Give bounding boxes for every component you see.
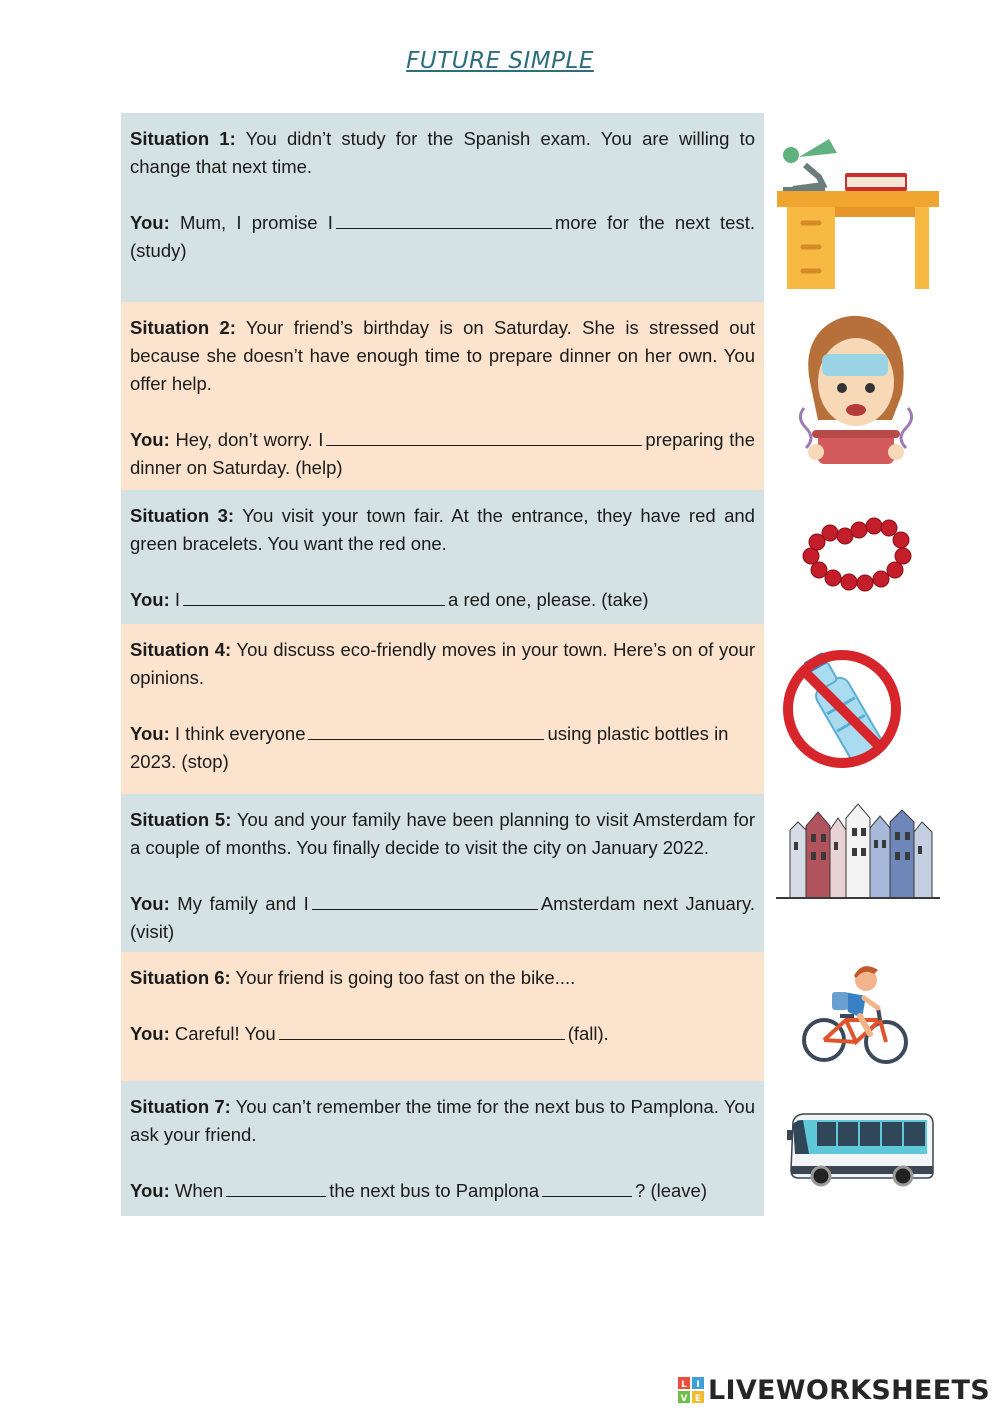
prompt-before: When — [174, 1180, 224, 1201]
situation-5 — [121, 794, 764, 952]
prompt-after: using plastic bottles in 2023. (stop) — [130, 723, 729, 772]
situation-text: You and your family have been planning to visit Amsterdam for a couple of months. You finally decide to visit the city on January 2022. — [130, 809, 755, 858]
situation-label: Situation 3: — [130, 505, 235, 526]
stressed-girl-icon — [796, 312, 916, 477]
you-label: You: — [130, 589, 170, 610]
boy-on-bike-icon — [800, 962, 910, 1068]
situation-7 — [121, 1081, 764, 1216]
situation-3 — [121, 490, 764, 624]
prompt-after: a red one, please. (take) — [448, 589, 649, 610]
svg-text:V: V — [680, 1394, 688, 1403]
prompt-after: Amsterdam next January. (visit) — [130, 893, 755, 942]
situation-label: Situation 4: — [130, 639, 232, 660]
prompt-after: ? (leave) — [635, 1180, 707, 1201]
desk-lamp-icon — [775, 125, 941, 291]
svg-text:I: I — [696, 1380, 700, 1390]
situation-6 — [121, 952, 764, 1081]
situation-label: Situation 2: — [130, 317, 236, 338]
prompt-before: Careful! You — [174, 1023, 276, 1044]
answer-blank[interactable] — [312, 892, 538, 910]
you-label: You: — [130, 1180, 170, 1201]
situation-text: You can’t remember the time for the next bus to Pamplona. You ask your friend. — [130, 1096, 755, 1145]
situation-label: Situation 1: — [130, 128, 236, 149]
situation-text: You visit your town fair. At the entrance, they have red and green bracelets. You want the red one. — [130, 505, 755, 554]
situation-text: Your friend is going too fast on the bike.... — [235, 967, 576, 988]
answer-blank[interactable] — [336, 211, 552, 229]
no-plastic-bottle-icon — [780, 645, 908, 773]
you-label: You: — [130, 723, 170, 744]
prompt-before: Mum, I promise I — [179, 212, 333, 233]
answer-blank-1[interactable] — [226, 1179, 326, 1197]
you-label: You: — [130, 429, 170, 450]
liveworksheets-brand — [678, 1375, 990, 1405]
prompt-before: My family and I — [177, 893, 309, 914]
prompt-before: I — [174, 589, 181, 610]
answer-blank[interactable] — [279, 1022, 565, 1040]
situation-1 — [121, 113, 764, 302]
prompt-before: Hey, don’t worry. I — [175, 429, 324, 450]
amsterdam-houses-icon — [776, 800, 940, 900]
prompt-after: (fall). — [567, 1023, 609, 1044]
prompt-before: I think everyone — [174, 723, 306, 744]
prompt-middle: the next bus to Pamplona — [329, 1180, 540, 1201]
prompt-after: preparing the dinner on Saturday. (help) — [130, 429, 755, 478]
answer-blank[interactable] — [183, 588, 445, 606]
page-title: FUTURE SIMPLE — [406, 48, 594, 74]
situation-text: Your friend’s birthday is on Saturday. She is stressed out because she doesn’t have enough time to prepare dinner on her own. You offer help. — [130, 317, 755, 394]
answer-blank[interactable] — [326, 428, 642, 446]
brand-text: LIVEWORKSHEETS — [707, 1374, 990, 1406]
situation-text: You discuss eco-friendly moves in your town. Here’s on of your opinions. — [130, 639, 755, 688]
liveworksheets-logo-icon — [678, 1377, 704, 1403]
situation-text: You didn’t study for the Spanish exam. You are willing to change that next time. — [130, 128, 755, 177]
situation-label: Situation 6: — [130, 967, 231, 988]
situation-4 — [121, 624, 764, 794]
svg-text:E: E — [694, 1394, 702, 1403]
coach-bus-icon — [787, 1110, 937, 1190]
you-label: You: — [130, 1023, 170, 1044]
prompt-after: more for the next test. (study) — [130, 212, 755, 261]
answer-blank[interactable] — [308, 722, 544, 740]
bracelet-icon — [797, 516, 913, 594]
svg-text:L: L — [681, 1380, 687, 1390]
situation-label: Situation 7: — [130, 1096, 231, 1117]
you-label: You: — [130, 893, 170, 914]
situation-label: Situation 5: — [130, 809, 232, 830]
answer-blank-2[interactable] — [542, 1179, 632, 1197]
situation-2 — [121, 302, 764, 490]
you-label: You: — [130, 212, 170, 233]
